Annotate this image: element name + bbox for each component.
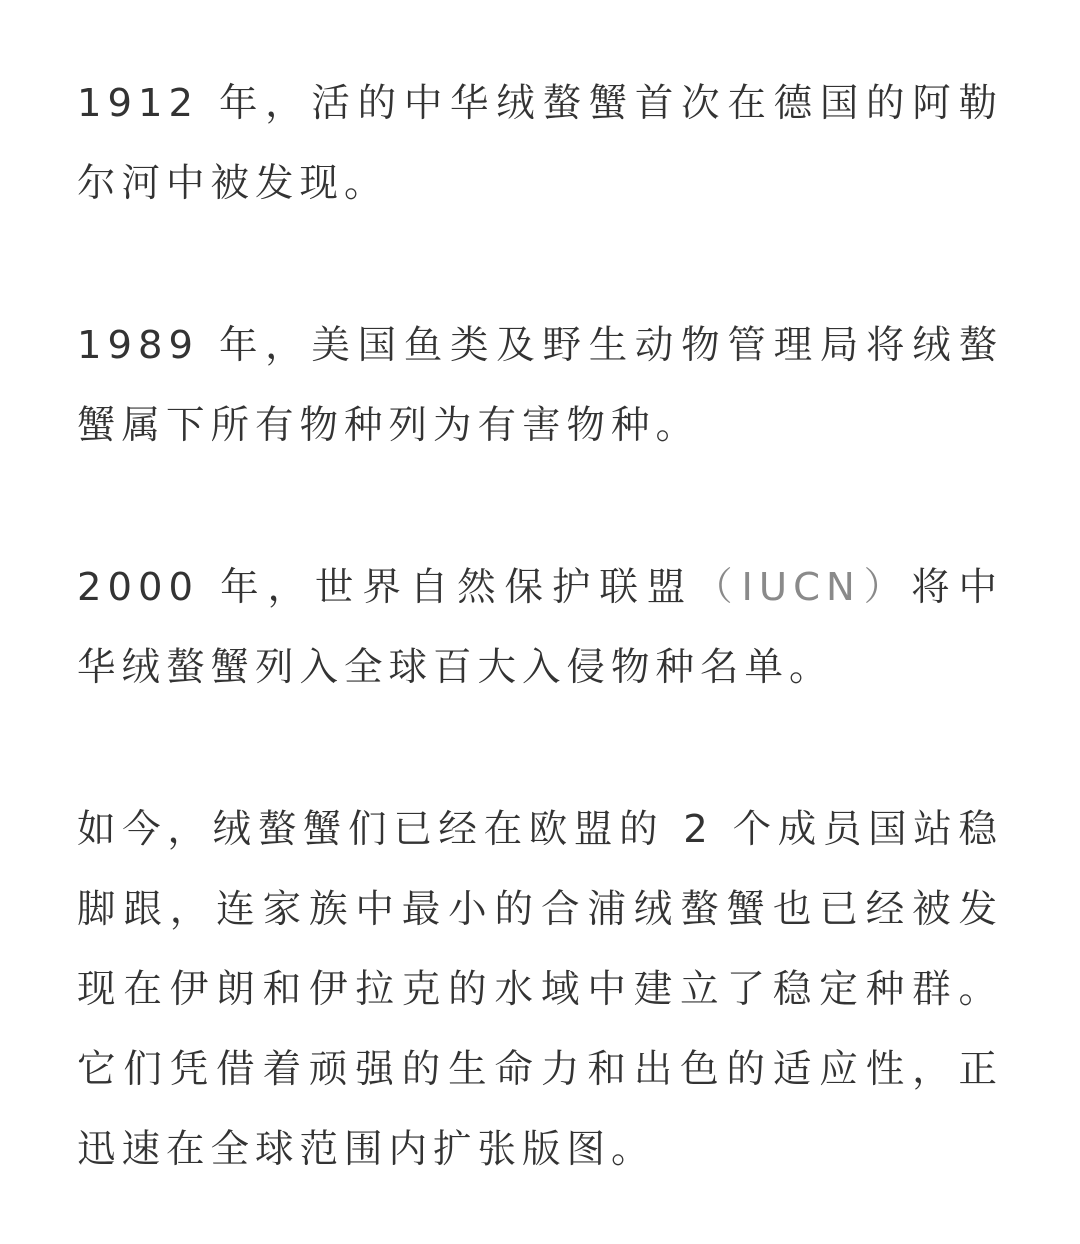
paragraph-1912: 1912 年，活的中华绒螯蟹首次在德国的阿勒尔河中被发现。 (77, 81, 1003, 206)
paragraph-1989: 1989 年，美国鱼类及野生动物管理局将绒螯蟹属下所有物种列为有害物种。 (77, 323, 1003, 448)
iucn-abbreviation: （IUCN） (694, 565, 912, 610)
paragraph-2000-tail: 将中华绒螯蟹列入全球百大入侵物种名单。 (77, 565, 1003, 690)
paragraph-2000 (77, 548, 1003, 708)
article-body (77, 64, 1003, 1190)
paragraph-2000-lead: 2000 年，世界自然保护联盟 (77, 565, 695, 610)
paragraph-present-day: 如今，绒螯蟹们已经在欧盟的 2 个成员国站稳脚跟，连家族中最小的合浦绒螯蟹也已经被发现在伊朗和伊拉克的水域中建立了稳定种群。它们凭借着顽强的生命力和出色的适应性，正迅速在全球范围内扩张版图。 (77, 807, 1003, 1172)
